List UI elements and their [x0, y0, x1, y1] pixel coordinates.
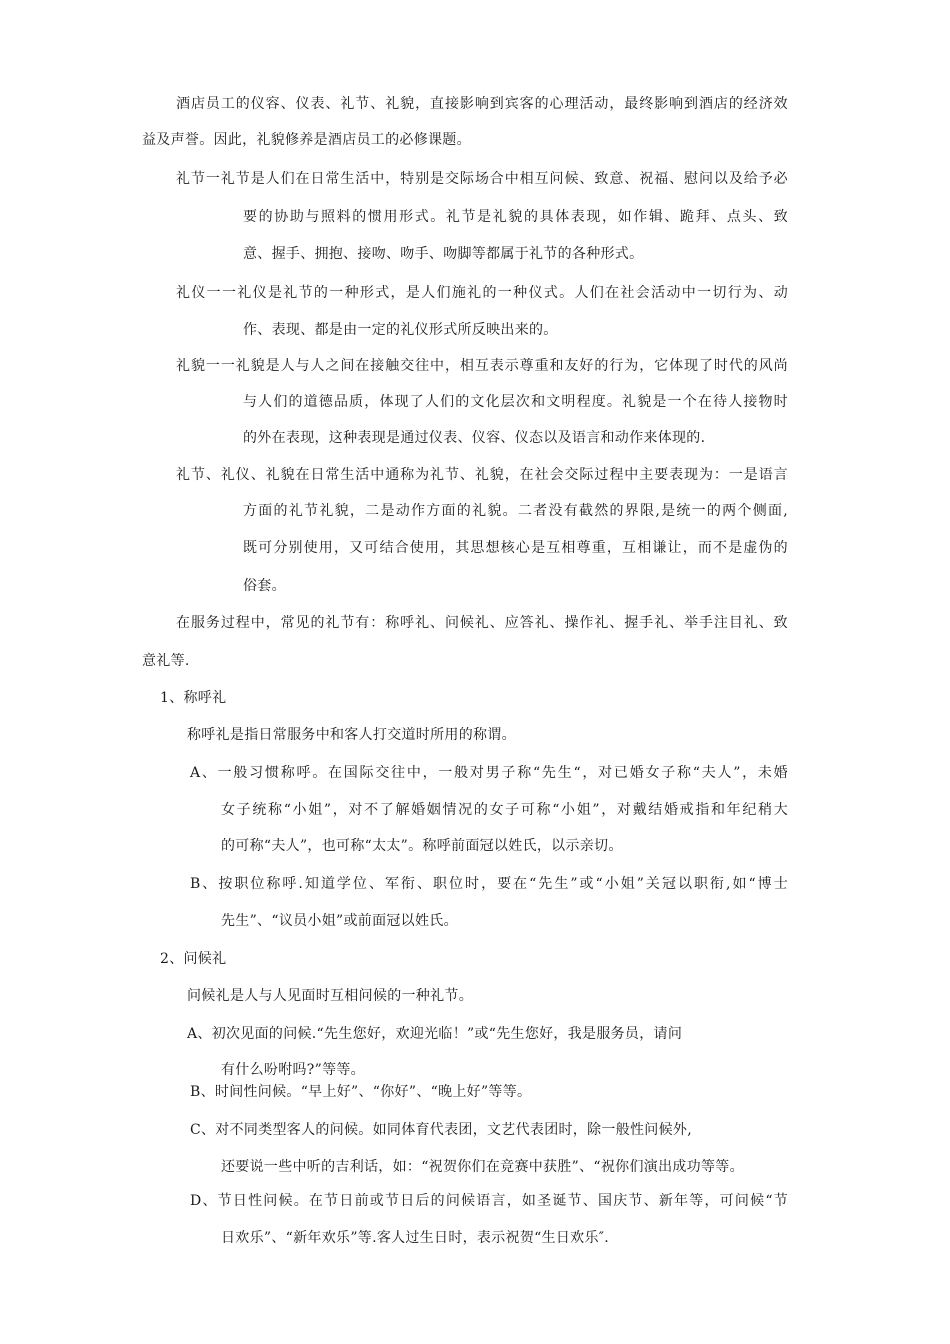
courtesy-line-1: 礼貌一一礼貌是人与人之间在接触交往中，相互表示尊重和友好的行为，它体现了时代的风尚	[176, 358, 788, 374]
etiquette-line-1: 礼节一礼节是人们在日常生活中，特别是交际场合中相互问候、致意、祝福、慰问以及给予必	[176, 171, 788, 187]
section-2-intro: 问候礼是人与人见面时互相问候的一种礼节。	[187, 988, 473, 1004]
summary-line-3: 既可分别使用，又可结合使用，其思想核心是互相尊重，互相谦让，而不是虚伪的	[243, 540, 788, 556]
intro-line-2: 益及声誉。因此，礼貌修养是酒店员工的必修课题。	[142, 132, 471, 148]
section-2-c-line-1: C、对不同类型客人的问候。如同体育代表团，文艺代表团时，除一般性问候外,	[190, 1122, 692, 1138]
section-1-a-line-2: 女子统称“小姐”，对不了解婚姻情况的女子可称“小姐”，对戴结婚戒指和年纪稍大	[221, 802, 788, 818]
summary-line-2: 方面的礼节礼貌，二是动作方面的礼貌。二者没有截然的界限,是统一的两个侧面,	[243, 503, 788, 519]
etiquette-line-2: 要的协助与照料的惯用形式。礼节是礼貌的具体表现，如作辑、跪拜、点头、致	[243, 209, 788, 225]
intro-line-1: 酒店员工的仪容、仪表、礼节、礼貌，直接影响到宾客的心理活动，最终影响到酒店的经济效	[176, 96, 788, 112]
section-1-a-line-1: A、一般习惯称呼。在国际交往中，一般对男子称“先生“，对已婚女子称“夫人”，未婚	[190, 765, 788, 781]
section-1-a-line-3: 的可称“夫人”，也可称“太太”。称呼前面冠以姓氏，以示亲切。	[221, 838, 623, 854]
ceremony-line-2: 作、表现、都是由一定的礼仪形式所反映出来的。	[243, 322, 558, 338]
section-2-a-line-2: 有什么吩咐吗?”等等。	[221, 1062, 365, 1078]
summary-line-1: 礼节、礼仪、礼貌在日常生活中通称为礼节、礼貌，在社会交际过程中主要表现为：一是语言	[176, 467, 788, 483]
section-2-b-line-1: B、时间性问候。“早上好”、“你好”、“晚上好”等等。	[190, 1084, 532, 1100]
courtesy-line-2: 与人们的道德品质，体现了人们的文化层次和文明程度。礼貌是一个在待人接物时	[243, 394, 788, 410]
ceremony-line-1: 礼仪一一礼仪是礼节的一种形式，是人们施礼的一种仪式。人们在社会活动中一切行为、动	[176, 285, 788, 301]
service-line-1: 在服务过程中，常见的礼节有：称呼礼、问候礼、应答礼、操作礼、握手礼、举手注目礼、致	[176, 615, 788, 631]
section-2-a-line-1: A、初次见面的问候.“先生您好，欢迎光临！”或“先生您好，我是服务员，请问	[187, 1026, 683, 1042]
section-2-c-line-2: 还要说一些中听的吉利话，如：“祝贺你们在竞赛中获胜”、“祝你们演出成功等等。	[221, 1159, 744, 1175]
section-1-b-line-2: 先生”、“议员小姐”或前面冠以姓氏。	[221, 913, 458, 929]
courtesy-line-3: 的外在表现，这种表现是通过仪表、仪容、仪态以及语言和动作来体现的.	[243, 430, 706, 446]
section-2-d-line-2: 日欢乐”、“新年欢乐”等.客人过生日时，表示祝贺“生日欢乐″.	[221, 1230, 610, 1246]
section-1-b-line-1: B、按职位称呼.知道学位、军衔、职位时，要在“先生”或“小姐”关冠以职衔,如“博士	[190, 876, 788, 892]
etiquette-line-3: 意、握手、拥抱、接吻、吻手、吻脚等都属于礼节的各种形式。	[243, 246, 644, 262]
section-2-heading: 2、问候礼	[160, 951, 227, 967]
summary-line-4: 俗套。	[243, 578, 286, 594]
section-2-d-line-1: D、节日性问候。在节日前或节日后的问候语言，如圣诞节、国庆节、新年等，可问候“节	[190, 1193, 788, 1209]
section-1-intro: 称呼礼是指日常服务中和客人打交道时所用的称谓。	[187, 727, 516, 743]
section-1-heading: 1、称呼礼	[160, 690, 227, 706]
service-line-2: 意礼等.	[142, 653, 190, 669]
